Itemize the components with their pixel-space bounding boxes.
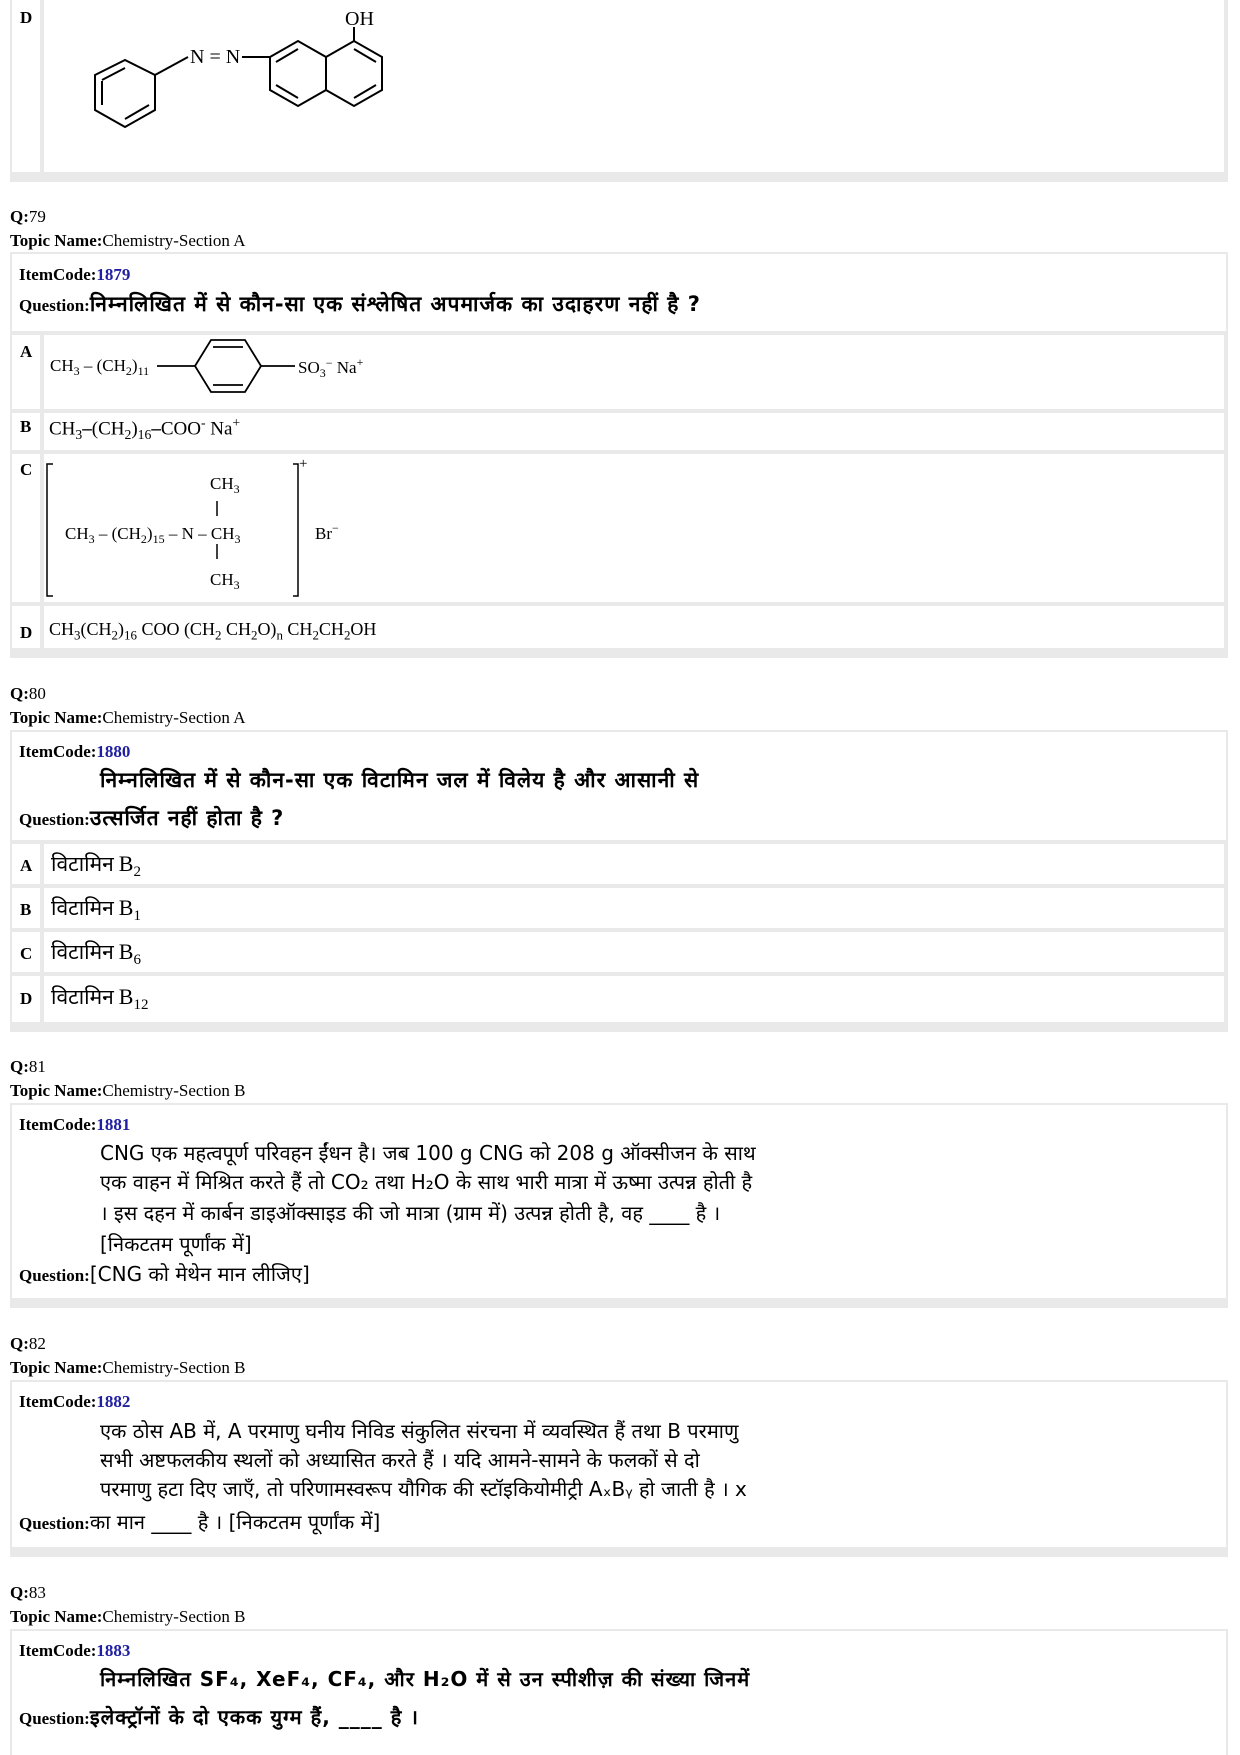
- topic-name: Topic Name:Chemistry-Section B: [10, 1081, 246, 1100]
- question-text: Question:उत्सर्जित नहीं होता है ?: [19, 806, 285, 830]
- option-label: C: [20, 460, 33, 479]
- q79-option-d-formula: $CH_3(CH_2)_{16}$ COO ($CH_2$ $CH_2O)_n$ $CH_2CH_2OH$: [49, 619, 377, 643]
- question-text-line: । इस दहन में कार्बन डाइऑक्साइड की जो मात्रा (ग्राम में) उत्पन्न होती है, वह ____ है ।: [100, 1201, 721, 1225]
- q80-option-b: विटामिन $B_1$: [51, 895, 141, 924]
- question-text: Question:का मान ____ है । [निकटतम पूर्णांक में]: [19, 1510, 381, 1534]
- svg-text:CH3: $CH_3$: [210, 570, 240, 592]
- svg-text:CH3: $CH_3$: [210, 474, 240, 496]
- question-text-line: सभी अष्टफलकीय स्थलों को अध्यासित करते हैं । यदि आमने-सामने के फलकों से दो: [100, 1448, 700, 1472]
- question-number: Q:79: [10, 207, 46, 226]
- question-text: Question:[CNG को मेथेन मान लीजिए]: [19, 1262, 310, 1286]
- svg-text:+: +: [299, 456, 308, 472]
- option-label: B: [20, 417, 32, 436]
- q80-option-c: विटामिन $B_6$: [51, 939, 141, 968]
- svg-text:CH3 – (CH2)15 – N – CH3: $CH_3 - (CH_2)_{15}$ – N – $CH_3$: [65, 524, 241, 546]
- oh-label: OH: [345, 8, 374, 30]
- question-text-line: एक वाहन में मिश्रित करते हैं तो CO₂ तथा H₂O के साथ भारी मात्रा में ऊष्मा उत्पन्न होती है: [100, 1170, 753, 1194]
- option-label: A: [20, 342, 33, 361]
- q80-option-d: विटामिन $B_{12}$: [51, 984, 149, 1013]
- topic-name: Topic Name:Chemistry-Section B: [10, 1358, 246, 1377]
- question-number: Q:81: [10, 1057, 46, 1076]
- azo-naphthol-structure: [45, 5, 415, 165]
- q79-option-c-structure: [45, 456, 365, 601]
- q83-box: [10, 1629, 1228, 1755]
- question-text-line: एक ठोस AB में, A परमाणु घनीय निविड संकुलित संरचना में व्यवस्थित हैं तथा B परमाणु: [100, 1419, 739, 1443]
- q79-option-b-formula: $CH_3-(CH_2)_{16}-COO^-$ Na+: [49, 415, 241, 443]
- topic-name: Topic Name:Chemistry-Section A: [10, 231, 246, 250]
- svg-text:SO3− Na+: $SO_3^-$ Na+: [298, 355, 364, 380]
- item-code: ItemCode:1882: [19, 1392, 131, 1411]
- question-number: Q:80: [10, 684, 46, 703]
- question-number: Q:83: [10, 1583, 46, 1602]
- question-number: Q:82: [10, 1334, 46, 1353]
- svg-text:CH3 – (CH2)11: $CH_3 - (CH_2)_{11}$: [50, 356, 150, 378]
- svg-text:Br−: Br−: [315, 521, 339, 543]
- topic-name: Topic Name:Chemistry-Section A: [10, 708, 246, 727]
- option-label: D: [20, 989, 33, 1008]
- item-code: ItemCode:1881: [19, 1115, 131, 1134]
- item-code: ItemCode:1880: [19, 742, 131, 761]
- option-label: D: [20, 8, 33, 27]
- option-label: D: [20, 623, 33, 642]
- topic-name: Topic Name:Chemistry-Section B: [10, 1607, 246, 1626]
- question-text: Question:निम्नलिखित में से कौन-सा एक संश्लेषित अपमार्जक का उदाहरण नहीं है ?: [19, 292, 701, 316]
- question-text-line: निम्नलिखित में से कौन-सा एक विटामिन जल में विलेय है और आसानी से: [100, 768, 700, 792]
- question-text-line: निम्नलिखित SF₄, XeF₄, CF₄, और H₂O में से उन स्पीशीज़ की संख्या जिनमें: [100, 1667, 751, 1691]
- item-code: ItemCode:1879: [19, 265, 131, 284]
- question-text-line: [निकटतम पूर्णांक में]: [100, 1232, 252, 1256]
- question-text: Question:इलेक्ट्रॉनों के दो एकक युग्म हैं, ____ है ।: [19, 1705, 419, 1729]
- question-text-line: परमाणु हटा दिए जाएँ, तो परिणामस्वरूप यौगिक की स्टॉइकियोमीट्री AₓBᵧ हो जाती है । x: [100, 1477, 747, 1501]
- option-label: A: [20, 856, 33, 875]
- option-label: B: [20, 900, 32, 919]
- q80-option-a: विटामिन $B_2$: [51, 851, 141, 880]
- question-text-line: CNG एक महत्वपूर्ण परिवहन ईंधन है। जब 100 g CNG को 208 g ऑक्सीजन के साथ: [100, 1141, 756, 1165]
- item-code: ItemCode:1883: [19, 1641, 131, 1660]
- azo-label: N = N: [190, 46, 241, 68]
- q79-option-a-structure: [45, 332, 385, 402]
- option-label: C: [20, 944, 33, 963]
